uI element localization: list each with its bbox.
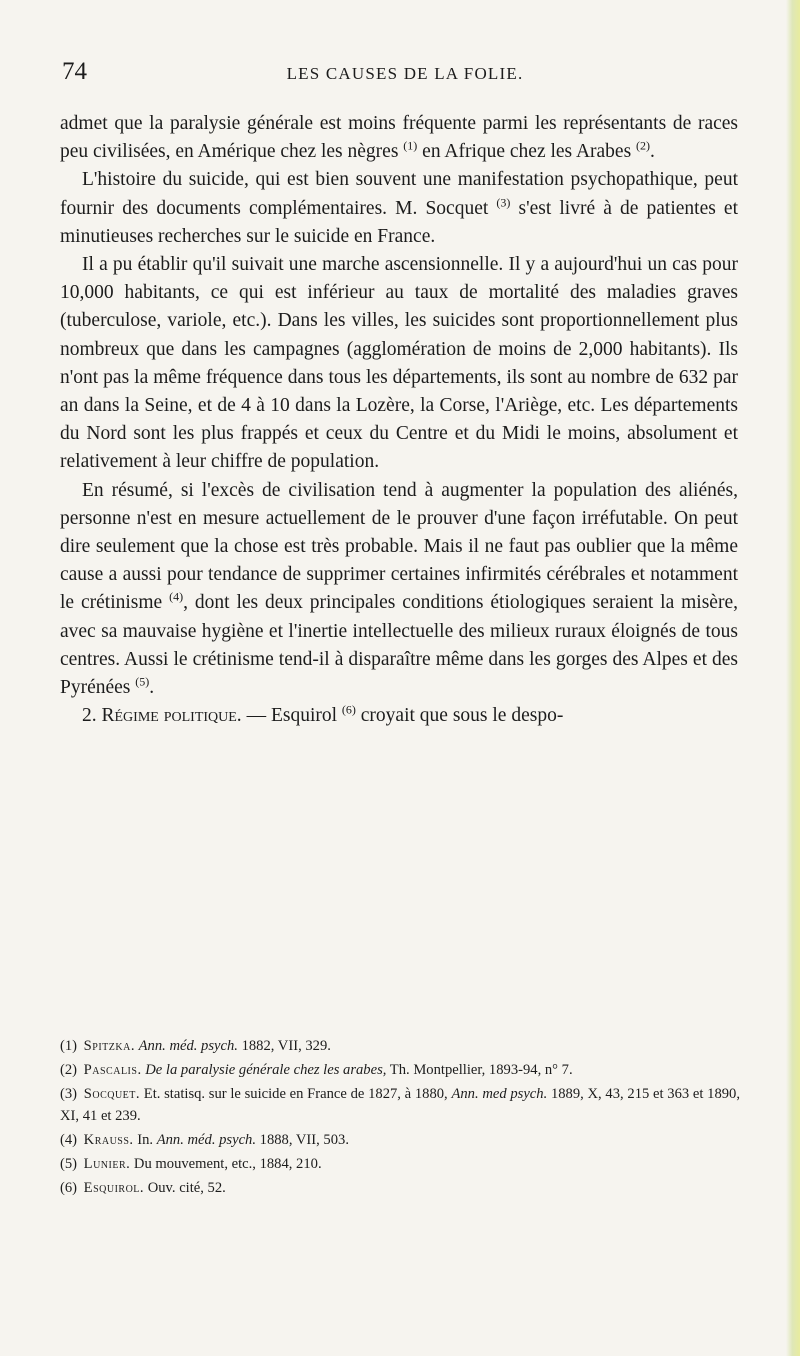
footnote-ref-4: (4)	[169, 589, 184, 604]
page-edge	[786, 0, 800, 1356]
footnote-3: (3) Socquet. Et. statisq. sur le suicide en France de 1827, à 1880, Ann. med psych. 1889, X, 43, 215 et 363 et 1890, XI, 41 et 239.	[60, 1086, 740, 1124]
footnote-2: (2) Pascalis. De la paralysie générale chez les arabes, Th. Montpellier, 1893-94, n° 7.	[60, 1062, 573, 1079]
paragraph-2: L'histoire du suicide, qui est bien souvent une manifestation psychopathique, peut fournir des documents complémentaires. M. Socquet $^{(3)}$ s'est livré à de patientes et minutieuses recherches sur le suicide en France.	[60, 169, 739, 247]
footnotes	[60, 1036, 740, 1202]
paragraph-5: 2. Régime politique. — Esquirol $^{(6)}$ croyait que sous le despo-	[82, 702, 564, 727]
footnote-4: (4) Krauss. In. Ann. méd. psych. 1888, VII, 503.	[60, 1131, 349, 1148]
paragraph-4: En résumé, si l'excès de civilisation tend à augmenter la population des aliénés, personne n'est en mesure actuellement de le prouver d'une façon irréfutable. On peut dire seulement que la chose est très probable. Mais il ne faut pas oublier que la même cause a aussi pour tendance de supprimer certaines infirmités cérébrales et notamment le crétinisme $^{(4)}$, dont les deux principales conditions étiologiques seraient la misère, avec sa mauvaise hygiène et l'inertie intellectuelle des milieux ruraux éloignés de tous centres. Aussi le crétinisme tend-il à disparaître même dans les gorges des Alpes et des Pyrénées $^{(5)}$.	[60, 479, 738, 699]
footnote-6: (6) Esquirol. Ouv. cité, 52.	[60, 1180, 226, 1197]
footnote-ref-3: (3)	[496, 195, 511, 210]
body-text	[60, 110, 738, 730]
paragraph-1: admet que la paralysie générale est moins fréquente parmi les représentants de races peu civilisées, en Amérique chez les nègres $^{(1)}$ en Afrique chez les Arabes $^{(2)}$.	[60, 113, 738, 163]
page-header	[60, 58, 750, 88]
paragraph-3: Il a pu établir qu'il suivait une marche ascensionnelle. Il y a aujourd'hui un cas pour 10,000 habitants, ce qui est inférieur au taux de mortalité des maladies graves (tuberculose, variole, etc.). Dans les villes, les suicides sont proportionnellement plus nombreux que dans les campagnes (agglomération de moins de 2,000 habitants). Ils n'ont pas la même fréquence dans tous les départements, ils sont au nombre de 632 par an dans la Seine, et de 4 à 10 dans la Lozère, la Corse, l'Ariège, etc. Les départements du Nord sont les plus frappés et ceux du Centre et du Midi le moins, absolument et relativement à leur chiffre de population.	[60, 254, 738, 473]
footnote-ref-5: (5)	[135, 674, 150, 689]
footnote-ref-6: (6)	[341, 702, 356, 717]
footnote-1: (1) Spitzka. Ann. méd. psych. 1882, VII, 329.	[60, 1038, 331, 1054]
section-heading: Régime politique.	[101, 705, 242, 727]
footnote-ref-1: (1)	[403, 138, 418, 153]
footnote-5: (5) Lunier. Du mouvement, etc., 1884, 210.	[60, 1156, 322, 1173]
footnote-ref-2: (2)	[636, 138, 651, 153]
page-number: 74	[62, 58, 87, 85]
running-title: LES CAUSES DE LA FOLIE.	[286, 64, 524, 83]
